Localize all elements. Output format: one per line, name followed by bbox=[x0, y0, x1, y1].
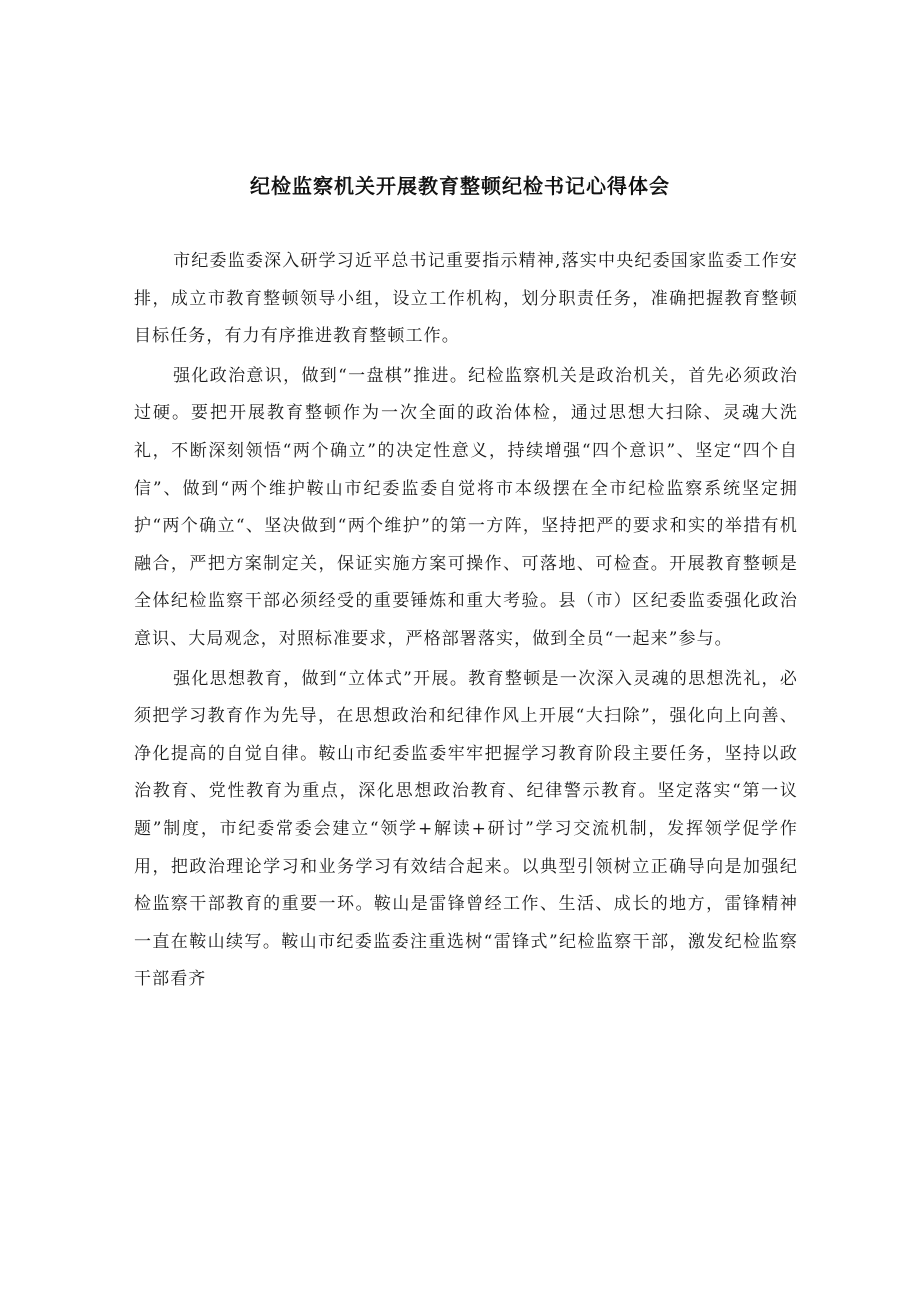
document-body bbox=[134, 243, 798, 1001]
paragraph: 强化思想教育，做到“立体式”开展。教育整顿是一次深入灵魂的思想洗礼，必须把学习教育作为先导，在思想政治和纪律作风上开展“大扫除”，强化向上向善、净化提高的自觉自律。鞍山市纪委监委牢牢把握学习教育阶段主要任务，坚持以政治教育、党性教育为重点，深化思想政治教育、纪律警示教育。坚定落实“第一议题”制度，市纪委常委会建立“领学+解读+研讨”学习交流机制，发挥领学促学作用，把政治理论学习和业务学习有效结合起来。以典型引领树立正确导向是加强纪检监察干部教育的重要一环。鞍山是雷锋曾经工作、生活、成长的地方，雷锋精神一直在鞍山续写。鞍山市纪委监委注重选树“雷锋式”纪检监察干部，激发纪检监察干部看齐 bbox=[134, 668, 798, 990]
document-title: 纪检监察机关开展教育整顿纪检书记心得体会 bbox=[250, 174, 670, 198]
paragraph: 市纪委监委深入研学习近平总书记重要指示精神,落实中央纪委国家监委工作安排，成立市教育整顿领导小组，设立工作机构，划分职责任务，准确把握教育整顿目标任务，有力有序推进教育整顿工作。 bbox=[134, 251, 798, 347]
paragraph: 强化政治意识，做到“一盘棋”推进。纪检监察机关是政治机关，首先必须政治过硬。要把开展教育整顿作为一次全面的政治体检，通过思想大扫除、灵魂大洗礼，不断深刻领悟“两个确立”的决定性意义，持续增强“四个意识”、坚定“四个自信”、做到“两个维护鞍山市纪委监委自觉将市本级摆在全市纪检监察系统坚定拥护“两个确立“、坚决做到“两个维护”的第一方阵，坚持把严的要求和实的举措有机融合，严把方案制定关，保证实施方案可操作、可落地、可检查。开展教育整顿是全体纪检监察干部必须经受的重要锤炼和重大考验。县（市）区纪委监委强化政治意识、大局观念，对照标准要求，严格部署落实，做到全员“一起来”参与。 bbox=[134, 365, 798, 649]
